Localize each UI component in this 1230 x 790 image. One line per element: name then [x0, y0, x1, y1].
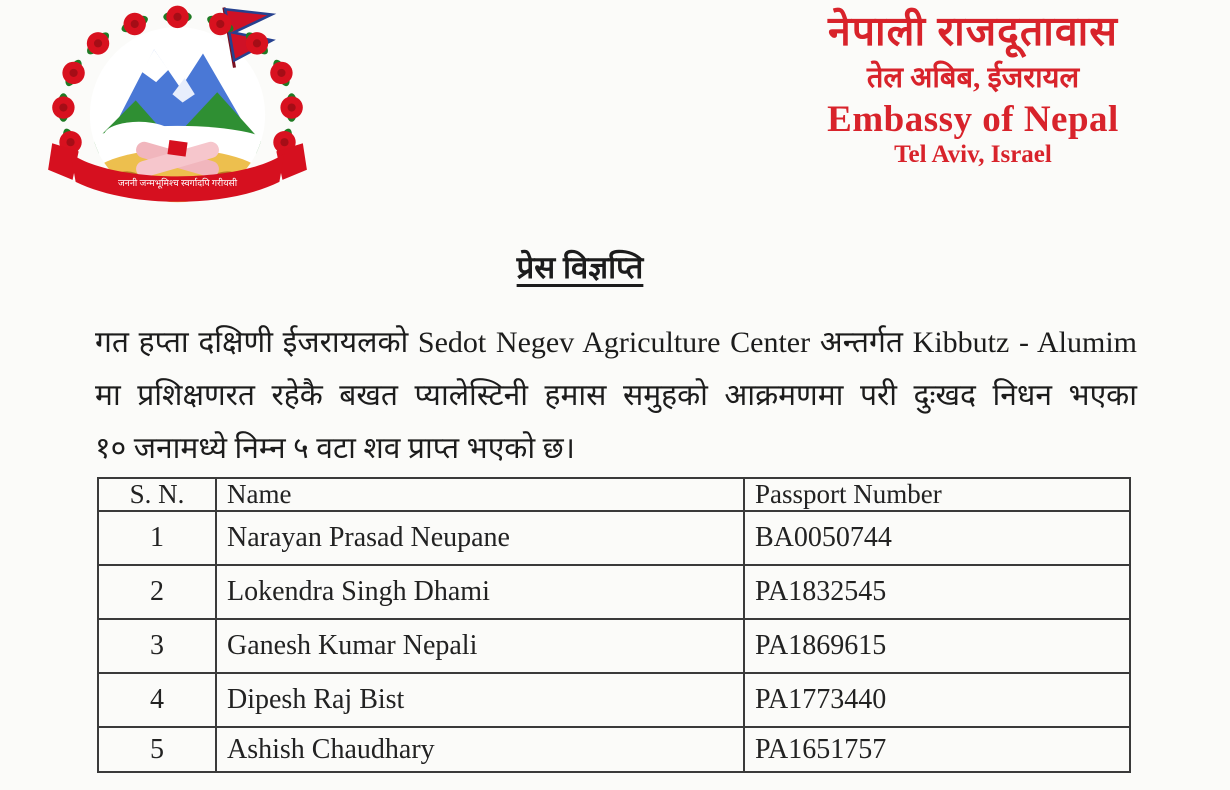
cell-serial: 3: [98, 619, 216, 673]
cell-name: Lokendra Singh Dhami: [216, 565, 744, 619]
table-row: [98, 727, 1130, 772]
embassy-name-nepali: नेपाली राजदूतावास: [827, 8, 1119, 54]
table-row: [98, 619, 1130, 673]
header-serial-number: S. N.: [98, 478, 216, 511]
cell-passport: PA1832545: [744, 565, 1130, 619]
body-line-1: गत हप्ता दक्षिणी ईजरायलको Sedot Negev Agriculture Center अन्तर्गत Kibbutz - Alumim: [95, 326, 1137, 359]
header-passport-number: Passport Number: [744, 478, 1130, 511]
embassy-location-english: Tel Aviv, Israel: [894, 141, 1052, 169]
nepal-coat-of-arms-logo: [42, 0, 312, 210]
cell-serial: 4: [98, 673, 216, 727]
masthead: [808, 10, 1138, 169]
cell-name: Ganesh Kumar Nepali: [216, 619, 744, 673]
table-header-row: [98, 478, 1130, 511]
table-row: [98, 511, 1130, 565]
embassy-location-nepali: तेल अबिब, ईजरायल: [866, 62, 1080, 95]
cell-serial: 5: [98, 727, 216, 772]
cell-name: Ashish Chaudhary: [216, 727, 744, 772]
cell-serial: 1: [98, 511, 216, 565]
cell-passport: PA1869615: [744, 619, 1130, 673]
body-paragraph: [95, 316, 1137, 475]
deceased-roster-table: [97, 477, 1131, 773]
cuff: [167, 140, 187, 157]
body-line-3: १० जनामध्ये निम्न ५ वटा शव प्राप्त भएको छ।: [95, 432, 575, 465]
nepal-emblem-icon: [42, 0, 312, 210]
page-title: प्रेस विज्ञप्ति: [516, 250, 644, 285]
table-row: [98, 673, 1130, 727]
table-row: [98, 565, 1130, 619]
header-name: Name: [216, 478, 744, 511]
embassy-name-english: Embassy of Nepal: [827, 99, 1119, 141]
body-line-2: मा प्रशिक्षणरत रहेकै बखत प्यालेस्टिनी हमास समुहको आक्रमणमा परी दुःखद निधन भएका: [95, 379, 1137, 412]
cell-serial: 2: [98, 565, 216, 619]
cell-name: Narayan Prasad Neupane: [216, 511, 744, 565]
cell-name: Dipesh Raj Bist: [216, 673, 744, 727]
cell-passport: PA1773440: [744, 673, 1130, 727]
cell-passport: PA1651757: [744, 727, 1130, 772]
emblem-motto-text: जननी जन्मभूमिश्च स्वर्गादपि गरीयसी: [117, 178, 238, 188]
cell-passport: BA0050744: [744, 511, 1130, 565]
